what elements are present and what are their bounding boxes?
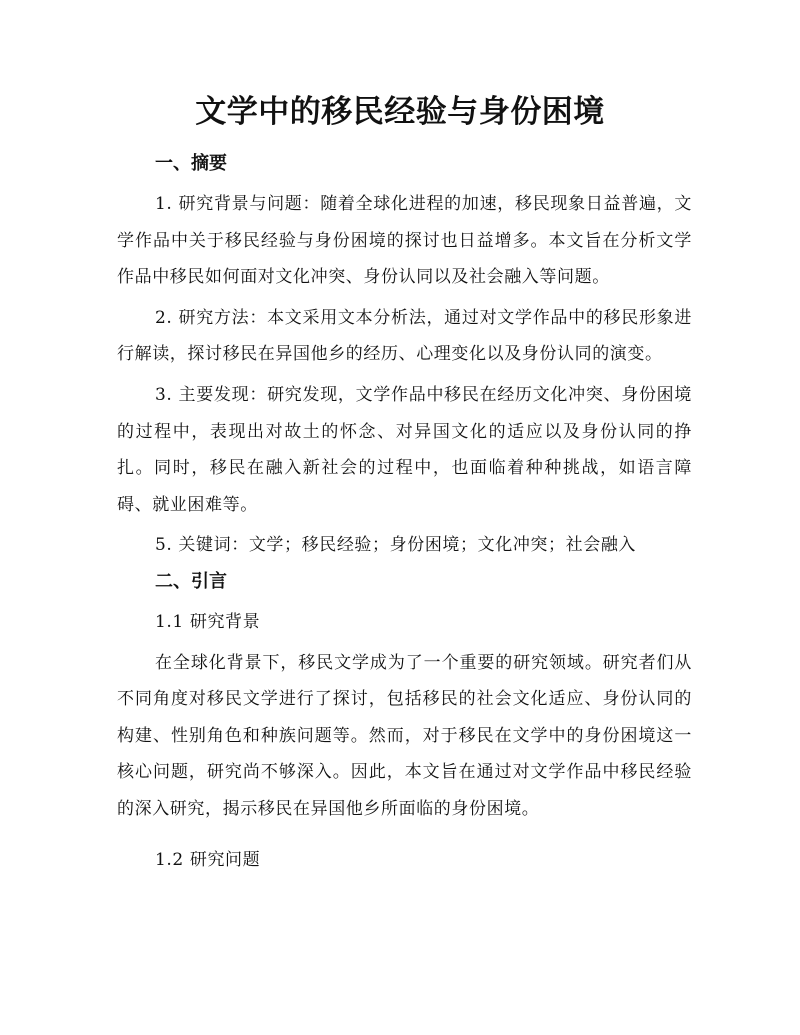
subsection-title-research-questions: 1.2 研究问题 [155,849,261,870]
abstract-paragraph-background: 1. 研究背景与问题：随着全球化进程的加速，移民现象日益普遍，文学作品中关于移民经验与身份困境的探讨也日益增多。本文旨在分析文学作品中移民如何面对文化冲突、身份认同以及社会融入等问题。 [117,194,692,288]
abstract-paragraph-method: 2. 研究方法：本文采用文本分析法，通过对文学作品中的移民形象进行解读，探讨移民在异国他乡的经历、心理变化以及身份认同的演变。 [117,307,692,365]
introduction-paragraph-background: 在全球化背景下，移民文学成为了一个重要的研究领域。研究者们从不同角度对移民文学进行了探讨，包括移民的社会文化适应、身份认同的构建、性别角色和种族问题等。然而，对于移民在文学中的身份困境这一核心问题，研究尚不够深入。因此，本文旨在通过对文学作品中移民经验的深入研究，揭示移民在异国他乡所面临的身份困境。 [117,652,692,819]
section-heading-abstract: 一、摘要 [155,153,227,174]
subsection-title-research-background: 1.1 研究背景 [155,611,261,632]
section-heading-introduction: 二、引言 [155,570,227,592]
document-body [117,146,692,878]
document-title: 文学中的移民经验与身份困境 [195,94,605,130]
abstract-paragraph-findings: 3. 主要发现：研究发现，文学作品中移民在经历文化冲突、身份困境的过程中，表现出对故土的怀念、对异国文化的适应以及身份认同的挣扎。同时，移民在融入新社会的过程中，也面临着种种挑战，如语言障碍、就业困难等。 [117,384,692,515]
abstract-paragraph-keywords: 5. 关键词：文学；移民经验；身份困境；文化冲突；社会融入 [155,535,637,556]
